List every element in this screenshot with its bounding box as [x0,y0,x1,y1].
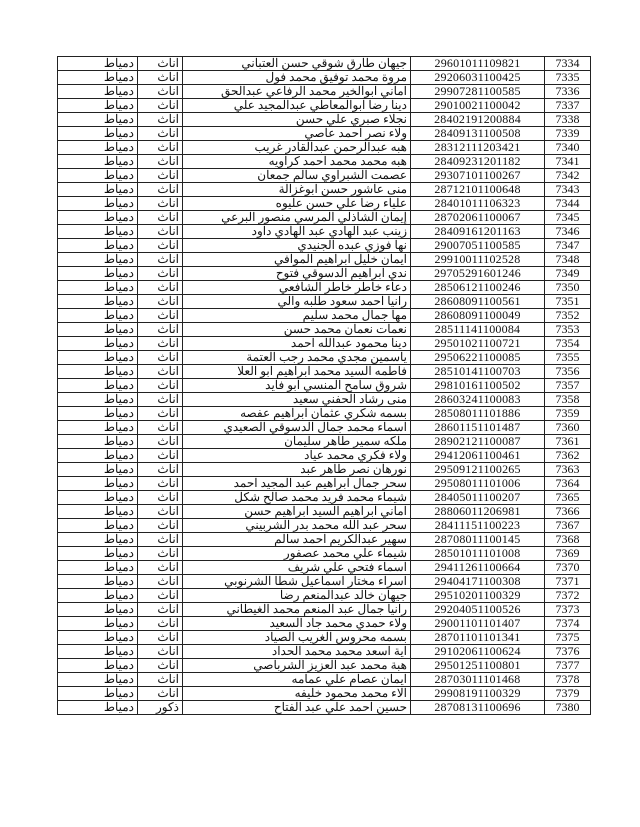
gender-cell: اناث [138,141,183,155]
serial-number-cell: 7345 [545,211,591,225]
governorate-cell: دمياط [58,141,138,155]
gender-cell: اناث [138,253,183,267]
national-id-cell: 29412061100461 [411,449,545,463]
table-row [58,99,591,113]
name-cell: نها فوزي عبده الجنيدي [183,239,411,253]
serial-number-cell: 7334 [545,57,591,71]
governorate-cell: دمياط [58,253,138,267]
national-id-cell: 29509121100265 [411,463,545,477]
serial-number-cell: 7337 [545,99,591,113]
serial-number-cell: 7365 [545,491,591,505]
national-id-cell: 29404171100308 [411,575,545,589]
gender-cell: اناث [138,519,183,533]
national-id-cell: 29510201100329 [411,589,545,603]
national-id-cell: 29411261100664 [411,561,545,575]
governorate-cell: دمياط [58,547,138,561]
name-cell: ولاء حمدي محمد جاد السعيد [183,617,411,631]
name-cell: منى رشاد الحفني سعيد [183,393,411,407]
table-row [58,561,591,575]
gender-cell: اناث [138,225,183,239]
gender-cell: اناث [138,589,183,603]
name-cell: دعاء خاطر خاطر الشافعي [183,281,411,295]
table-row [58,589,591,603]
serial-number-cell: 7370 [545,561,591,575]
governorate-cell: دمياط [58,505,138,519]
table-row [58,141,591,155]
governorate-cell: دمياط [58,71,138,85]
gender-cell: اناث [138,617,183,631]
governorate-cell: دمياط [58,407,138,421]
name-cell: مها جمال محمد سليم [183,309,411,323]
national-id-cell: 29705291601246 [411,267,545,281]
serial-number-cell: 7377 [545,659,591,673]
national-id-cell: 28603241100083 [411,393,545,407]
name-cell: ايمان عصام علي عمامه [183,673,411,687]
national-id-cell: 28501011101008 [411,547,545,561]
national-id-cell: 29001101101407 [411,617,545,631]
table-row [58,211,591,225]
name-cell: هبة محمد عبد العزيز الشرباصي [183,659,411,673]
governorate-cell: دمياط [58,491,138,505]
serial-number-cell: 7357 [545,379,591,393]
serial-number-cell: 7371 [545,575,591,589]
serial-number-cell: 7364 [545,477,591,491]
name-cell: جيهان خالد عبدالمنعم رضا [183,589,411,603]
gender-cell: اناث [138,673,183,687]
table-row [58,645,591,659]
table-row [58,351,591,365]
governorate-cell: دمياط [58,239,138,253]
name-cell: ولاء فكري محمد عياد [183,449,411,463]
gender-cell: اناث [138,169,183,183]
table-row [58,113,591,127]
governorate-cell: دمياط [58,281,138,295]
governorate-cell: دمياط [58,197,138,211]
national-id-cell: 29010021100042 [411,99,545,113]
table-row [58,337,591,351]
name-cell: عصمت الشبراوي سالم جمعان [183,169,411,183]
table-row [58,575,591,589]
national-id-cell: 28411151100223 [411,519,545,533]
table-row [58,71,591,85]
national-id-cell: 29601011109821 [411,57,545,71]
serial-number-cell: 7335 [545,71,591,85]
governorate-cell: دمياط [58,85,138,99]
national-id-cell: 28608091100561 [411,295,545,309]
gender-cell: اناث [138,155,183,169]
gender-cell: اناث [138,323,183,337]
national-id-cell: 29810161100502 [411,379,545,393]
governorate-cell: دمياط [58,603,138,617]
serial-number-cell: 7372 [545,589,591,603]
serial-number-cell: 7374 [545,617,591,631]
roster-table [57,56,591,715]
gender-cell: اناث [138,127,183,141]
name-cell: رانيا جمال عبد المنعم محمد الغيطاني [183,603,411,617]
table-row [58,603,591,617]
national-id-cell: 28409231201182 [411,155,545,169]
gender-cell: اناث [138,239,183,253]
governorate-cell: دمياط [58,519,138,533]
table-row [58,393,591,407]
table-row [58,253,591,267]
gender-cell: اناث [138,295,183,309]
roster-table-body [58,57,591,715]
name-cell: اسماء محمد جمال الدسوقي الصعيدي [183,421,411,435]
table-row [58,309,591,323]
gender-cell: اناث [138,113,183,127]
name-cell: دينا محمود عبدالله احمد [183,337,411,351]
name-cell: هبه محمد محمد احمد كراويه [183,155,411,169]
governorate-cell: دمياط [58,687,138,701]
national-id-cell: 28608091100049 [411,309,545,323]
governorate-cell: دمياط [58,673,138,687]
serial-number-cell: 7380 [545,701,591,715]
name-cell: اسراء مختار اسماعيل شطا الشرنوبي [183,575,411,589]
governorate-cell: دمياط [58,449,138,463]
national-id-cell: 28701101101341 [411,631,545,645]
national-id-cell: 28806011206981 [411,505,545,519]
name-cell: شروق سامح المنسي ابو فايد [183,379,411,393]
national-id-cell: 28405011100207 [411,491,545,505]
national-id-cell: 28702061100067 [411,211,545,225]
national-id-cell: 28703011101468 [411,673,545,687]
name-cell: سحر عبد الله محمد بدر الشربيني [183,519,411,533]
name-cell: ايمان خليل ابراهيم الموافي [183,253,411,267]
name-cell: ياسمين مجدي محمد رجب العتمة [183,351,411,365]
governorate-cell: دمياط [58,225,138,239]
national-id-cell: 28712101100648 [411,183,545,197]
national-id-cell: 29907281100585 [411,85,545,99]
national-id-cell: 28601151101487 [411,421,545,435]
table-row [58,379,591,393]
gender-cell: اناث [138,561,183,575]
name-cell: نجلاء صبري علي حسن [183,113,411,127]
table-row [58,519,591,533]
national-id-cell: 28508011101886 [411,407,545,421]
gender-cell: ذكور [138,701,183,715]
name-cell: اسماء فتحي علي شريف [183,561,411,575]
table-row [58,169,591,183]
national-id-cell: 29206031100425 [411,71,545,85]
table-row [58,701,591,715]
table-row [58,617,591,631]
serial-number-cell: 7369 [545,547,591,561]
table-row [58,57,591,71]
serial-number-cell: 7348 [545,253,591,267]
table-row [58,407,591,421]
gender-cell: اناث [138,351,183,365]
gender-cell: اناث [138,547,183,561]
table-row [58,197,591,211]
serial-number-cell: 7338 [545,113,591,127]
governorate-cell: دمياط [58,57,138,71]
gender-cell: اناث [138,631,183,645]
name-cell: اماني ابراهيم السيد ابراهيم حسن [183,505,411,519]
table-row [58,463,591,477]
gender-cell: اناث [138,463,183,477]
governorate-cell: دمياط [58,323,138,337]
governorate-cell: دمياط [58,435,138,449]
serial-number-cell: 7343 [545,183,591,197]
serial-number-cell: 7352 [545,309,591,323]
table-row [58,477,591,491]
serial-number-cell: 7375 [545,631,591,645]
governorate-cell: دمياط [58,463,138,477]
serial-number-cell: 7340 [545,141,591,155]
name-cell: رانيا احمد سعود طلبه والي [183,295,411,309]
national-id-cell: 29908191100329 [411,687,545,701]
name-cell: دينا رضا ابوالمعاطي عبدالمجيد علي [183,99,411,113]
gender-cell: اناث [138,85,183,99]
gender-cell: اناث [138,659,183,673]
governorate-cell: دمياط [58,393,138,407]
gender-cell: اناث [138,267,183,281]
serial-number-cell: 7350 [545,281,591,295]
governorate-cell: دمياط [58,155,138,169]
name-cell: اماني ابوالخير محمد الرفاعي عبدالحق [183,85,411,99]
governorate-cell: دمياط [58,589,138,603]
serial-number-cell: 7361 [545,435,591,449]
governorate-cell: دمياط [58,127,138,141]
national-id-cell: 29204051100526 [411,603,545,617]
governorate-cell: دمياط [58,337,138,351]
governorate-cell: دمياط [58,309,138,323]
gender-cell: اناث [138,435,183,449]
name-cell: سهير عبدالكريم احمد سالم [183,533,411,547]
name-cell: سحر جمال ابراهيم عبد المجيد احمد [183,477,411,491]
national-id-cell: 29910011102528 [411,253,545,267]
gender-cell: اناث [138,477,183,491]
serial-number-cell: 7378 [545,673,591,687]
national-id-cell: 28506121100246 [411,281,545,295]
gender-cell: اناث [138,99,183,113]
serial-number-cell: 7368 [545,533,591,547]
serial-number-cell: 7366 [545,505,591,519]
governorate-cell: دمياط [58,169,138,183]
national-id-cell: 29501251100801 [411,659,545,673]
national-id-cell: 29007051100585 [411,239,545,253]
serial-number-cell: 7341 [545,155,591,169]
governorate-cell: دمياط [58,365,138,379]
national-id-cell: 28312111203421 [411,141,545,155]
table-row [58,183,591,197]
national-id-cell: 28409131100508 [411,127,545,141]
serial-number-cell: 7353 [545,323,591,337]
name-cell: الاء محمد محمود خليفه [183,687,411,701]
gender-cell: اناث [138,603,183,617]
name-cell: شيماء محمد فريد محمد صالح شكل [183,491,411,505]
name-cell: ملكه سمير طاهر سليمان [183,435,411,449]
governorate-cell: دمياط [58,645,138,659]
table-row [58,365,591,379]
gender-cell: اناث [138,491,183,505]
gender-cell: اناث [138,337,183,351]
gender-cell: اناث [138,505,183,519]
serial-number-cell: 7373 [545,603,591,617]
gender-cell: اناث [138,211,183,225]
table-row [58,533,591,547]
national-id-cell: 28902121100087 [411,435,545,449]
governorate-cell: دمياط [58,267,138,281]
name-cell: هبه عبدالرحمن عبدالقادر غريب [183,141,411,155]
table-row [58,673,591,687]
serial-number-cell: 7358 [545,393,591,407]
governorate-cell: دمياط [58,701,138,715]
serial-number-cell: 7362 [545,449,591,463]
national-id-cell: 28409161201163 [411,225,545,239]
gender-cell: اناث [138,183,183,197]
table-row [58,239,591,253]
name-cell: شيماء علي محمد عصفور [183,547,411,561]
serial-number-cell: 7344 [545,197,591,211]
governorate-cell: دمياط [58,421,138,435]
governorate-cell: دمياط [58,659,138,673]
table-row [58,295,591,309]
governorate-cell: دمياط [58,113,138,127]
serial-number-cell: 7356 [545,365,591,379]
table-row [58,631,591,645]
document-page [57,56,590,715]
national-id-cell: 28510141100703 [411,365,545,379]
serial-number-cell: 7360 [545,421,591,435]
name-cell: بسمه شكري عثمان ابراهيم عفصه [183,407,411,421]
name-cell: اية اسعد محمد محمد الحداد [183,645,411,659]
gender-cell: اناث [138,533,183,547]
name-cell: نعمات نعمان محمد حسن [183,323,411,337]
serial-number-cell: 7354 [545,337,591,351]
national-id-cell: 28401011106323 [411,197,545,211]
governorate-cell: دمياط [58,295,138,309]
name-cell: ندي ابراهيم الدسوقي فتوح [183,267,411,281]
gender-cell: اناث [138,197,183,211]
table-row [58,267,591,281]
table-row [58,687,591,701]
national-id-cell: 28708131100696 [411,701,545,715]
governorate-cell: دمياط [58,617,138,631]
table-row [58,85,591,99]
name-cell: فاطمه السيد محمد ابراهيم ابو العلا [183,365,411,379]
serial-number-cell: 7339 [545,127,591,141]
table-row [58,127,591,141]
gender-cell: اناث [138,575,183,589]
name-cell: إيمان الشاذلي المرسي منصور البرعي [183,211,411,225]
name-cell: زينب عبد الهادي عبد الهادي داود [183,225,411,239]
national-id-cell: 29307101100267 [411,169,545,183]
national-id-cell: 28708011100145 [411,533,545,547]
serial-number-cell: 7379 [545,687,591,701]
name-cell: ولاء نصر احمد عاصي [183,127,411,141]
governorate-cell: دمياط [58,631,138,645]
gender-cell: اناث [138,71,183,85]
serial-number-cell: 7351 [545,295,591,309]
gender-cell: اناث [138,687,183,701]
table-row [58,323,591,337]
table-row [58,155,591,169]
name-cell: جيهان طارق شوقي حسن العتباني [183,57,411,71]
table-row [58,449,591,463]
name-cell: منى عاشور حسن ابوغزالة [183,183,411,197]
national-id-cell: 29501021100721 [411,337,545,351]
gender-cell: اناث [138,645,183,659]
serial-number-cell: 7376 [545,645,591,659]
national-id-cell: 28402191200884 [411,113,545,127]
gender-cell: اناث [138,365,183,379]
table-row [58,421,591,435]
table-row [58,547,591,561]
gender-cell: اناث [138,281,183,295]
gender-cell: اناث [138,57,183,71]
gender-cell: اناث [138,309,183,323]
national-id-cell: 29508011101006 [411,477,545,491]
gender-cell: اناث [138,379,183,393]
table-row [58,659,591,673]
name-cell: علياء رضا علي حسن عليوه [183,197,411,211]
name-cell: نورهان نصر طاهر عبد [183,463,411,477]
name-cell: بسمه محروس الغريب الصياد [183,631,411,645]
governorate-cell: دمياط [58,211,138,225]
national-id-cell: 29506221100085 [411,351,545,365]
national-id-cell: 29102061100624 [411,645,545,659]
table-row [58,505,591,519]
national-id-cell: 28511141100084 [411,323,545,337]
serial-number-cell: 7359 [545,407,591,421]
governorate-cell: دمياط [58,477,138,491]
governorate-cell: دمياط [58,99,138,113]
gender-cell: اناث [138,421,183,435]
table-row [58,491,591,505]
serial-number-cell: 7346 [545,225,591,239]
governorate-cell: دمياط [58,533,138,547]
serial-number-cell: 7349 [545,267,591,281]
table-row [58,281,591,295]
gender-cell: اناث [138,449,183,463]
serial-number-cell: 7336 [545,85,591,99]
governorate-cell: دمياط [58,183,138,197]
table-row [58,435,591,449]
governorate-cell: دمياط [58,561,138,575]
gender-cell: اناث [138,407,183,421]
governorate-cell: دمياط [58,351,138,365]
serial-number-cell: 7347 [545,239,591,253]
name-cell: مروة محمد توفيق محمد فول [183,71,411,85]
governorate-cell: دمياط [58,379,138,393]
governorate-cell: دمياط [58,575,138,589]
name-cell: حسين احمد علي عبد الفتاح [183,701,411,715]
serial-number-cell: 7367 [545,519,591,533]
table-row [58,225,591,239]
serial-number-cell: 7355 [545,351,591,365]
serial-number-cell: 7363 [545,463,591,477]
gender-cell: اناث [138,393,183,407]
serial-number-cell: 7342 [545,169,591,183]
